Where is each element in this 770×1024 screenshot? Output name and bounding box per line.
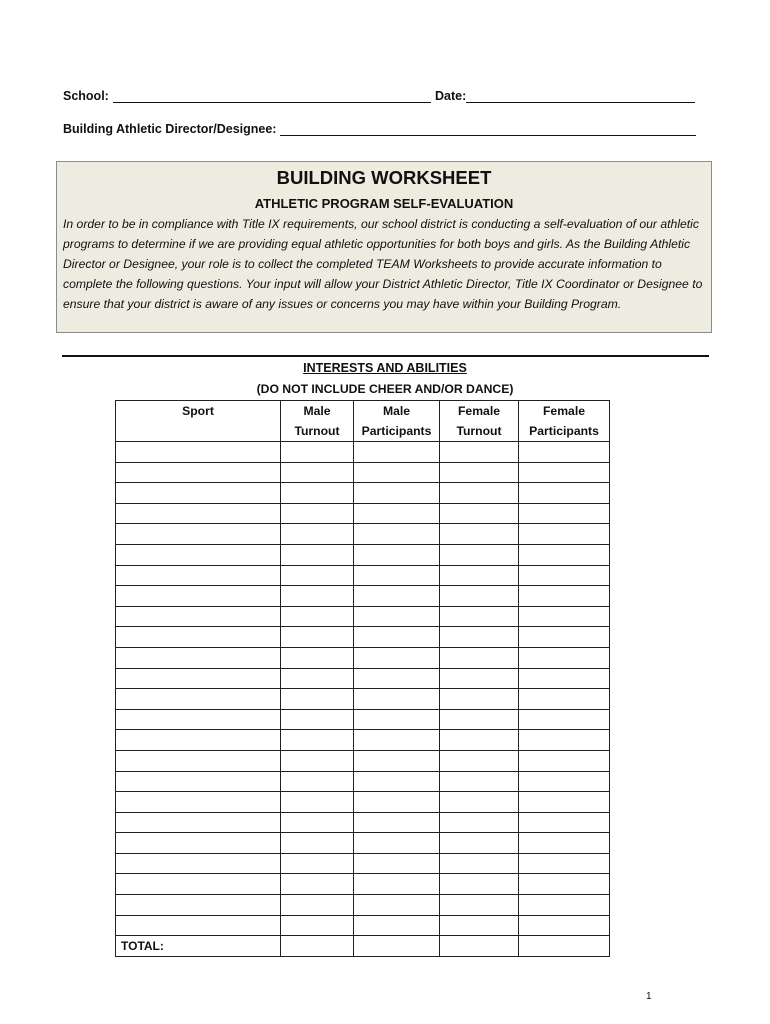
count-cell[interactable] xyxy=(519,544,610,565)
count-cell[interactable] xyxy=(354,771,440,792)
count-cell[interactable] xyxy=(440,524,519,545)
sport-cell[interactable] xyxy=(116,833,281,854)
sport-cell[interactable] xyxy=(116,750,281,771)
page-number: 1 xyxy=(646,991,652,1002)
count-cell[interactable] xyxy=(354,874,440,895)
table-header-row xyxy=(116,401,610,442)
sport-cell[interactable] xyxy=(116,812,281,833)
count-cell[interactable] xyxy=(519,668,610,689)
count-cell[interactable] xyxy=(440,442,519,463)
count-cell[interactable] xyxy=(281,627,354,648)
count-cell[interactable] xyxy=(519,895,610,916)
table-row xyxy=(116,544,610,565)
sport-cell[interactable] xyxy=(116,771,281,792)
count-cell[interactable] xyxy=(281,606,354,627)
count-cell[interactable] xyxy=(519,771,610,792)
col-header-line1: Female xyxy=(542,404,585,418)
table-row xyxy=(116,606,610,627)
count-cell[interactable] xyxy=(354,503,440,524)
table-row xyxy=(116,647,610,668)
sport-cell[interactable] xyxy=(116,565,281,586)
count-cell[interactable] xyxy=(281,812,354,833)
count-cell[interactable] xyxy=(440,668,519,689)
col-header-male-participants xyxy=(354,401,440,442)
table-row xyxy=(116,895,610,916)
table-row xyxy=(116,442,610,463)
count-cell[interactable] xyxy=(440,689,519,710)
col-header-line1: Male xyxy=(303,404,331,418)
table-row xyxy=(116,709,610,730)
col-header-line1: Sport xyxy=(182,404,214,418)
total-cell[interactable] xyxy=(354,936,440,957)
sport-cell[interactable] xyxy=(116,853,281,874)
count-cell[interactable] xyxy=(354,668,440,689)
count-cell[interactable] xyxy=(519,442,610,463)
count-cell[interactable] xyxy=(440,462,519,483)
col-header-line2: Turnout xyxy=(294,424,340,438)
count-cell[interactable] xyxy=(281,874,354,895)
sport-cell[interactable] xyxy=(116,915,281,936)
sport-cell[interactable] xyxy=(116,895,281,916)
sport-cell[interactable] xyxy=(116,730,281,751)
count-cell[interactable] xyxy=(281,483,354,504)
sport-cell[interactable] xyxy=(116,442,281,463)
count-cell[interactable] xyxy=(440,483,519,504)
table-row xyxy=(116,915,610,936)
count-cell[interactable] xyxy=(281,730,354,751)
count-cell[interactable] xyxy=(519,565,610,586)
count-cell[interactable] xyxy=(519,689,610,710)
table-row xyxy=(116,792,610,813)
count-cell[interactable] xyxy=(519,833,610,854)
count-cell[interactable] xyxy=(354,647,440,668)
count-cell[interactable] xyxy=(440,647,519,668)
count-cell[interactable] xyxy=(354,853,440,874)
total-cell[interactable] xyxy=(440,936,519,957)
count-cell[interactable] xyxy=(440,853,519,874)
count-cell[interactable] xyxy=(519,647,610,668)
count-cell[interactable] xyxy=(354,627,440,648)
school-label: School: xyxy=(63,89,109,103)
count-cell[interactable] xyxy=(440,586,519,607)
col-header-line2: Turnout xyxy=(456,424,502,438)
col-header-male-turnout xyxy=(281,401,354,442)
director-field xyxy=(63,122,696,136)
count-cell[interactable] xyxy=(354,483,440,504)
count-cell[interactable] xyxy=(354,792,440,813)
count-cell[interactable] xyxy=(354,606,440,627)
count-cell[interactable] xyxy=(281,853,354,874)
total-cell[interactable] xyxy=(281,936,354,957)
worksheet-subtitle: ATHLETIC PROGRAM SELF-EVALUATION xyxy=(254,196,514,211)
count-cell[interactable] xyxy=(354,730,440,751)
count-cell[interactable] xyxy=(354,586,440,607)
count-cell[interactable] xyxy=(440,503,519,524)
count-cell[interactable] xyxy=(519,462,610,483)
count-cell[interactable] xyxy=(281,833,354,854)
table-row xyxy=(116,771,610,792)
count-cell[interactable] xyxy=(281,586,354,607)
sport-cell[interactable] xyxy=(116,544,281,565)
col-header-female-turnout xyxy=(440,401,519,442)
count-cell[interactable] xyxy=(281,647,354,668)
count-cell[interactable] xyxy=(281,442,354,463)
count-cell[interactable] xyxy=(354,812,440,833)
count-cell[interactable] xyxy=(281,792,354,813)
count-cell[interactable] xyxy=(354,565,440,586)
count-cell[interactable] xyxy=(440,812,519,833)
sport-cell[interactable] xyxy=(116,668,281,689)
count-cell[interactable] xyxy=(281,709,354,730)
col-header-line2: Participants xyxy=(529,424,599,438)
count-cell[interactable] xyxy=(281,915,354,936)
count-cell[interactable] xyxy=(519,915,610,936)
count-cell[interactable] xyxy=(519,524,610,545)
intro-box xyxy=(56,161,712,333)
count-cell[interactable] xyxy=(519,503,610,524)
count-cell[interactable] xyxy=(440,874,519,895)
count-cell[interactable] xyxy=(440,730,519,751)
count-cell[interactable] xyxy=(281,503,354,524)
count-cell[interactable] xyxy=(354,709,440,730)
count-cell[interactable] xyxy=(440,709,519,730)
table-row xyxy=(116,750,610,771)
date-label: Date: xyxy=(435,89,467,103)
count-cell[interactable] xyxy=(440,627,519,648)
count-cell[interactable] xyxy=(354,462,440,483)
count-cell[interactable] xyxy=(519,812,610,833)
count-cell[interactable] xyxy=(440,915,519,936)
section-title: INTERESTS AND ABILITIES xyxy=(303,361,467,375)
worksheet-title: BUILDING WORKSHEET xyxy=(276,167,492,188)
col-header-line1: Male xyxy=(382,404,411,418)
count-cell[interactable] xyxy=(519,627,610,648)
count-cell[interactable] xyxy=(519,750,610,771)
count-cell[interactable] xyxy=(519,483,610,504)
table-row xyxy=(116,503,610,524)
count-cell[interactable] xyxy=(281,668,354,689)
count-cell[interactable] xyxy=(519,586,610,607)
count-cell[interactable] xyxy=(281,524,354,545)
count-cell[interactable] xyxy=(281,462,354,483)
col-header-sport xyxy=(116,401,281,442)
sport-cell[interactable] xyxy=(116,483,281,504)
sport-cell[interactable] xyxy=(116,647,281,668)
col-header-female-participants xyxy=(519,401,610,442)
count-cell[interactable] xyxy=(440,606,519,627)
col-header-line2: Participants xyxy=(361,424,432,438)
table-row xyxy=(116,812,610,833)
sport-cell[interactable] xyxy=(116,462,281,483)
count-cell[interactable] xyxy=(519,606,610,627)
table-row xyxy=(116,524,610,545)
sport-cell[interactable] xyxy=(116,503,281,524)
count-cell[interactable] xyxy=(281,895,354,916)
sport-cell[interactable] xyxy=(116,524,281,545)
count-cell[interactable] xyxy=(354,915,440,936)
count-cell[interactable] xyxy=(354,689,440,710)
sport-cell[interactable] xyxy=(116,606,281,627)
table-row xyxy=(116,874,610,895)
count-cell[interactable] xyxy=(519,730,610,751)
table-row xyxy=(116,565,610,586)
school-field xyxy=(63,89,431,103)
school-input-line[interactable] xyxy=(113,89,431,103)
section-note: (DO NOT INCLUDE CHEER AND/OR DANCE) xyxy=(256,382,514,396)
count-cell[interactable] xyxy=(440,833,519,854)
sport-cell[interactable] xyxy=(116,874,281,895)
table-row xyxy=(116,586,610,607)
count-cell[interactable] xyxy=(354,750,440,771)
count-cell[interactable] xyxy=(440,750,519,771)
sport-cell[interactable] xyxy=(116,709,281,730)
table-row xyxy=(116,627,610,648)
interests-table xyxy=(115,400,610,957)
date-field xyxy=(435,89,695,103)
table-row xyxy=(116,689,610,710)
director-label: Building Athletic Director/Designee: xyxy=(63,122,277,136)
count-cell[interactable] xyxy=(354,544,440,565)
count-cell[interactable] xyxy=(440,792,519,813)
count-cell[interactable] xyxy=(440,544,519,565)
count-cell[interactable] xyxy=(519,853,610,874)
section-divider xyxy=(62,355,709,357)
col-header-line1: Female xyxy=(457,404,500,418)
total-label: TOTAL: xyxy=(116,936,281,957)
count-cell[interactable] xyxy=(354,442,440,463)
sport-cell[interactable] xyxy=(116,586,281,607)
total-cell[interactable] xyxy=(519,936,610,957)
table-row xyxy=(116,462,610,483)
table-body xyxy=(116,442,610,957)
sport-cell[interactable] xyxy=(116,792,281,813)
count-cell[interactable] xyxy=(281,565,354,586)
table-row xyxy=(116,853,610,874)
table-row xyxy=(116,668,610,689)
count-cell[interactable] xyxy=(519,874,610,895)
count-cell[interactable] xyxy=(519,792,610,813)
table-row xyxy=(116,483,610,504)
count-cell[interactable] xyxy=(440,895,519,916)
count-cell[interactable] xyxy=(354,895,440,916)
count-cell[interactable] xyxy=(281,771,354,792)
count-cell[interactable] xyxy=(354,833,440,854)
count-cell[interactable] xyxy=(354,524,440,545)
intro-paragraph: In order to be in compliance with Title IX requirements, our school district is conducting a self-evaluation of our athletic programs to determine if we are providing equal athletic opportunities for both boys and girls. As the Building Athletic Director or Designee, your role is to collect the completed TEAM Worksheets to provide accurate information to complete the following questions. Your input will allow your District Athletic Director, Title IX Coordinator or Designee to ensure that your district is aware of any issues or concerns you may have within your Building Program. xyxy=(63,217,703,311)
count-cell[interactable] xyxy=(281,750,354,771)
sport-cell[interactable] xyxy=(116,689,281,710)
table-row xyxy=(116,833,610,854)
count-cell[interactable] xyxy=(281,689,354,710)
count-cell[interactable] xyxy=(281,544,354,565)
count-cell[interactable] xyxy=(440,771,519,792)
total-row xyxy=(116,936,610,957)
table-row xyxy=(116,730,610,751)
count-cell[interactable] xyxy=(440,565,519,586)
count-cell[interactable] xyxy=(519,709,610,730)
date-input-line[interactable] xyxy=(466,89,695,103)
sport-cell[interactable] xyxy=(116,627,281,648)
director-input-line[interactable] xyxy=(280,122,696,136)
